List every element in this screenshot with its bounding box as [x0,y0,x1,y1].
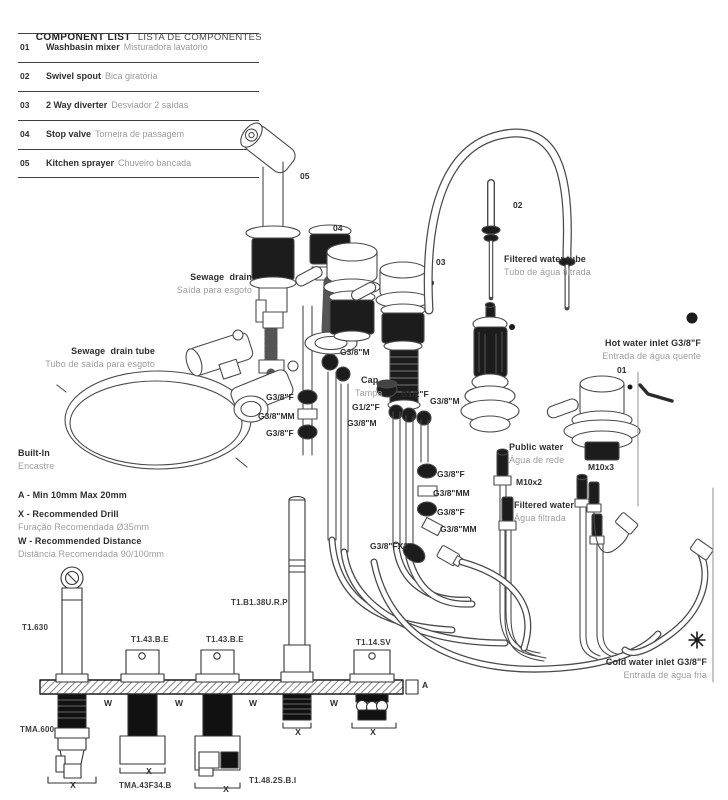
hose-nut [436,545,463,568]
diagram-label: G3/8"MM [440,524,477,534]
diagram-label: T1.43.B.E [131,635,169,644]
allen-key-icon [640,385,672,401]
diagram-label: 01 [617,365,627,375]
diagram-label: G3/8"FX2 [370,541,409,551]
diagram-label: X [223,784,229,794]
diagram-label: X [70,780,76,790]
diagram-label: W [329,698,339,708]
diagram-label: Hot water inlet G3/8"F [605,338,701,348]
diagram-label: T1.630 [22,623,49,632]
component-row-cnum: 01 [20,42,30,52]
diagram-label: T1.48.2S.B.I [249,776,297,785]
diagram-label: Public water [509,442,564,452]
diagram-label: G1/2"F [401,389,429,399]
component-row-cen: Swivel spout [46,70,102,81]
diagram-label: Sewage drain [190,272,252,282]
hose-nut [690,538,714,560]
diagram-label: Cold water inlet G3/8"F [605,657,707,667]
stop-valve-drawing [294,243,380,381]
unit-t143be-2 [195,650,240,788]
diagram-label: Entrada de água quente [602,351,701,361]
thickness-gauge-a [406,680,418,694]
component-row-cnum: 05 [20,157,30,168]
component-row-cnum: 03 [20,99,30,110]
diagram-label: A [422,680,429,690]
diagram-label: Tubo de água filtrada [504,267,591,277]
diagram-label: G1/2"F [352,402,380,412]
diagram-label: G3/8"MM [433,488,470,498]
diagram-label: Filtered water tube [504,254,586,264]
diagram-label: X [295,727,301,737]
diagram-label: G3/8"F [266,392,294,402]
component-row-cpt: Bica giratória [105,70,158,81]
diagram-label: G3/8"MM [258,411,295,421]
diagram-label: 02 [513,200,523,210]
component-row-cpt: Desviador 2 saídas [111,99,189,110]
diagram-label: Furação Recomendada Ø35mm [18,522,150,532]
component-row-cen: Kitchen sprayer [46,157,115,168]
diagram-label: G3/8"F [437,469,465,479]
diagram-label: Saída para esgoto [176,285,252,295]
diagram-label: G3/8"M [340,347,370,357]
diagram-label: Tampa [355,388,383,398]
diagram-label: W - Recommended Distance [18,536,142,546]
diagram-label: X [146,766,152,776]
diagram-label: M10x3 [588,462,614,472]
cap-drawing [377,380,397,397]
diagram-label: Água filtrada [514,513,566,523]
diagram-label: T1.B1.38U.R.P [231,598,288,607]
diagram-label: W [103,698,113,708]
diagram-label: W [174,698,184,708]
component-row-cen: Washbasin mixer [46,42,120,52]
diagram-label: X [370,727,376,737]
supply-hoses-drawing [494,449,629,661]
diagram-label: G3/8"F [437,507,465,517]
component-row-cen: 2 Way diverter [46,99,108,110]
diagram-label: G3/8"M [347,418,377,428]
diagram-label: Tubo de saída para esgoto [45,359,155,369]
diagram-label: Cap [361,375,379,385]
diagram-label: T1.43.B.E [206,635,244,644]
diagram-label: A - Min 10mm Max 20mm [18,490,127,500]
diagram-label: Built-In [18,448,50,458]
diagram-label: Encastre [18,461,55,471]
component-row-cnum: 04 [20,128,30,139]
diagram-label: 05 [300,171,310,181]
unit-t143be-1 [120,650,165,773]
component-row-cpt: Torneira de passagem [95,128,185,139]
two-way-diverter-drawing [350,262,434,425]
page-subtitle: LISTA DE COMPONENTES [137,32,262,43]
washbasin-mixer-drawing [546,376,672,460]
snowflake-icon [689,632,705,648]
kitchen-sprayer-drawing [237,119,300,328]
hose-bundle-drawing [328,372,714,669]
hot-water-dot-icon [687,313,698,324]
diagram-label: 03 [436,257,446,267]
diagram-label: G3/8"M [430,396,460,406]
diagram-label: Água de rede [509,455,565,465]
diagram-label: 04 [333,223,343,233]
diagram-label: Distância Recomendada 90/100mm [18,549,165,559]
hose-nut [615,512,639,535]
check-valve-drawing [461,303,519,433]
filtered-water-tube-drawing [482,183,500,298]
swivel-spout-drawing [428,133,575,310]
diagram-label: T1.14.SV [356,638,391,647]
diagram-label: TMA.600 [20,725,55,734]
component-row-cpt: Chuveiro bancada [118,157,192,168]
diagram-label: G3/8"F [266,428,294,438]
diagram-label: Filtered water [514,500,574,510]
diagram-label: X - Recommended Drill [18,509,119,519]
installation-drawing [40,497,418,789]
diagram-label: Entrada de água fria [623,670,707,680]
page-title: COMPONENT LIST [35,32,131,43]
unit-t1630 [48,567,96,783]
diagram-label: Sewage drain tube [71,346,155,356]
sewage-drain-tube-drawing [57,371,251,469]
component-row-cen: Stop valve [46,128,92,139]
diagram-label: TMA.43F34.B [119,781,172,790]
component-row-cnum: 02 [20,70,30,81]
component-row-cpt: Misturadora lavatório [123,42,208,52]
diagram-label: M10x2 [516,477,542,487]
diagram-label: W [248,698,258,708]
